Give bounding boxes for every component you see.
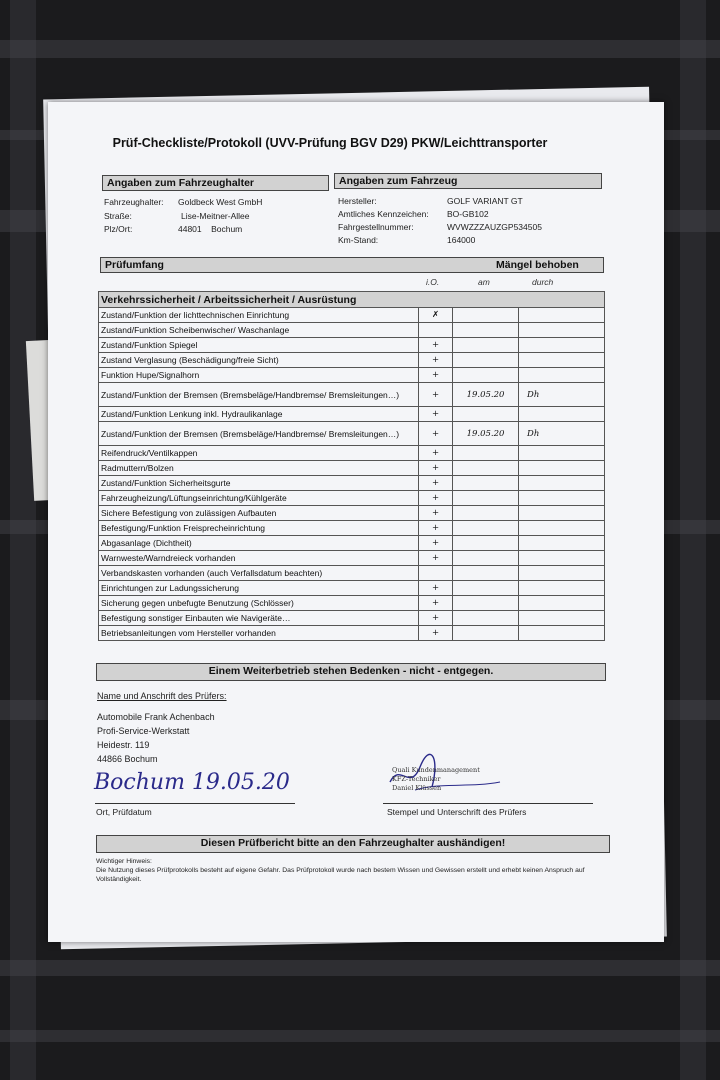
ort-datum-handwriting: Bochum 19.05.20 [94,770,290,795]
item-label: Funktion Hupe/Signalhorn [99,368,419,383]
am-date [453,446,519,461]
durch-initials [519,407,605,422]
col-io: i.O. [426,277,440,287]
am-date [453,461,519,476]
item-label: Fahrzeugheizung/Lüftungseinrichtung/Kühlgeräte [99,491,419,506]
table-row [99,566,605,581]
am-date [453,407,519,422]
table-row [99,368,605,383]
am-date [453,506,519,521]
table-row [99,491,605,506]
durch-initials [519,611,605,626]
hersteller-label: Hersteller: [338,196,377,206]
durch-initials [519,353,605,368]
io-mark: + [419,422,453,446]
item-label: Befestigung/Funktion Freisprecheinrichtung [99,521,419,536]
item-label: Zustand/Funktion Sicherheitsgurte [99,476,419,491]
durch-initials [519,461,605,476]
fahrzeug-heading: Angaben zum Fahrzeug [334,173,602,189]
stamp-line: KFZ-Techniker [392,775,441,783]
halter-label: Fahrzeughalter: [104,197,164,207]
durch-initials [519,521,605,536]
io-mark: + [419,353,453,368]
table-row [99,626,605,641]
pruefer-line: Heidestr. 119 [97,740,150,750]
aushaendigen-banner: Diesen Prüfbericht bitte an den Fahrzeughalter aushändigen! [96,835,610,853]
ort-datum-line [95,803,295,804]
io-mark: + [419,407,453,422]
section-title: Verkehrssicherheit / Arbeitssicherheit / Ausrüstung [99,292,605,308]
am-date [453,491,519,506]
am-date [453,626,519,641]
table-row [99,353,605,368]
durch-initials: Dh [519,383,605,407]
am-date [453,581,519,596]
ort-datum-label: Ort, Prüfdatum [96,807,152,817]
kennzeichen-value: BO-GB102 [447,209,489,219]
table-row [99,383,605,407]
hinweis-block [96,857,606,884]
am-date [453,476,519,491]
strasse-value: Lise-Meitner-Allee [181,211,250,221]
io-mark: + [419,338,453,353]
stamp-line: Daniel Klüssen [392,784,442,792]
plz-value: 44801 Bochum [178,224,243,234]
pruefer-line: Automobile Frank Achenbach [97,712,215,722]
durch-initials [519,596,605,611]
io-mark: + [419,476,453,491]
item-label: Befestigung sonstiger Einbauten wie Navigeräte… [99,611,419,626]
item-label: Reifendruck/Ventilkappen [99,446,419,461]
io-mark: + [419,461,453,476]
am-date [453,353,519,368]
io-mark: + [419,446,453,461]
io-mark: + [419,368,453,383]
table-row [99,581,605,596]
table-row [99,551,605,566]
durch-initials [519,491,605,506]
am-date [453,323,519,338]
durch-initials [519,308,605,323]
io-mark [419,566,453,581]
table-row [99,308,605,323]
strasse-label: Straße: [104,211,132,221]
io-mark: + [419,521,453,536]
table-row [99,476,605,491]
table-row [99,611,605,626]
item-label: Sichere Befestigung von zulässigen Aufbauten [99,506,419,521]
table-row [99,407,605,422]
table-row [99,521,605,536]
document-title: Prüf-Checkliste/Protokoll (UVV-Prüfung BGV D29) PKW/Leichttransporter [112,136,548,150]
am-date [453,551,519,566]
io-mark: + [419,581,453,596]
item-label: Zustand/Funktion der lichttechnischen Einrichtung [99,308,419,323]
pruefer-stamp [380,752,520,802]
am-date [453,536,519,551]
plz-label: Plz/Ort: [104,224,133,234]
pruefumfang-bar [100,257,604,273]
item-label: Radmuttern/Bolzen [99,461,419,476]
col-durch: durch [532,277,554,287]
fahrgestell-value: WVWZZZAUZGP534505 [447,222,542,232]
durch-initials [519,506,605,521]
durch-initials [519,338,605,353]
pruefer-address [97,710,215,766]
table-row [99,536,605,551]
item-label: Zustand/Funktion der Bremsen (Bremsbeläge/Handbremse/ Bremsleitungen…) [99,422,419,446]
io-mark: + [419,596,453,611]
bedenken-banner: Einem Weiterbetrieb stehen Bedenken - nicht - entgegen. [96,663,606,681]
io-mark: + [419,611,453,626]
checklist-table [98,291,605,641]
pruefer-line: 44866 Bochum [97,754,158,764]
io-mark: + [419,383,453,407]
pruefumfang-label: Prüfumfang [105,259,164,271]
stamp-text [392,766,480,793]
table-row [99,323,605,338]
table-row [99,461,605,476]
io-mark: + [419,491,453,506]
item-label: Zustand/Funktion Spiegel [99,338,419,353]
stempel-label: Stempel und Unterschrift des Prüfers [387,807,527,817]
pruefer-heading [97,689,227,703]
section-row [99,292,605,308]
km-value: 164000 [447,235,476,245]
durch-initials [519,536,605,551]
table-row [99,338,605,353]
halter-value: Goldbeck West GmbH [178,197,263,207]
item-label: Warnweste/Warndreieck vorhanden [99,551,419,566]
io-mark: ✗ [419,308,453,323]
item-label: Zustand/Funktion der Bremsen (Bremsbeläge/Handbremse/ Bremsleitungen…) [99,383,419,407]
stempel-line [383,803,593,804]
km-label: Km-Stand: [338,235,379,245]
table-row [99,446,605,461]
am-date [453,611,519,626]
am-date [453,308,519,323]
io-mark [419,323,453,338]
durch-initials [519,551,605,566]
durch-initials: Dh [519,422,605,446]
hersteller-value: GOLF VARIANT GT [447,196,523,206]
am-date [453,368,519,383]
io-mark: + [419,626,453,641]
io-mark: + [419,551,453,566]
pruefer-line: Profi-Service-Werkstatt [97,726,190,736]
am-date [453,338,519,353]
stamp-line: Quali Kundenmanagement [392,766,480,774]
durch-initials [519,581,605,596]
item-label: Sicherung gegen unbefugte Benutzung (Schlösser) [99,596,419,611]
am-date [453,521,519,536]
durch-initials [519,446,605,461]
durch-initials [519,566,605,581]
hinweis-heading: Wichtiger Hinweis: [96,858,152,865]
am-date [453,596,519,611]
fahrgestell-label: Fahrgestellnummer: [338,222,414,232]
am-date: 19.05.20 [453,383,519,407]
table-row [99,422,605,446]
durch-initials [519,368,605,383]
halter-heading: Angaben zum Fahrzeughalter [102,175,329,191]
item-label: Zustand/Funktion Lenkung inkl. Hydraulikanlage [99,407,419,422]
col-am: am [478,277,490,287]
item-label: Abgasanlage (Dichtheit) [99,536,419,551]
table-row [99,506,605,521]
am-date [453,566,519,581]
hinweis-text: Die Nutzung dieses Prüfprotokolls besteht auf eigene Gefahr. Das Prüfprotokoll wurde nach bestem Wissen und Gewissen erstellt und erhebt keinen Anspruch auf Vollständigkeit. [96,867,585,883]
am-date: 19.05.20 [453,422,519,446]
table-row [99,596,605,611]
item-label: Verbandskasten vorhanden (auch Verfallsdatum beachten) [99,566,419,581]
maengel-label: Mängel behoben [496,259,579,271]
durch-initials [519,476,605,491]
pruefer-heading-text: Name und Anschrift des Prüfers: [97,691,227,701]
kennzeichen-label: Amtliches Kennzeichen: [338,209,429,219]
durch-initials [519,323,605,338]
item-label: Zustand Verglasung (Beschädigung/freie Sicht) [99,353,419,368]
item-label: Einrichtungen zur Ladungssicherung [99,581,419,596]
io-mark: + [419,536,453,551]
item-label: Zustand/Funktion Scheibenwischer/ Waschanlage [99,323,419,338]
durch-initials [519,626,605,641]
io-mark: + [419,506,453,521]
item-label: Betriebsanleitungen vom Hersteller vorhanden [99,626,419,641]
